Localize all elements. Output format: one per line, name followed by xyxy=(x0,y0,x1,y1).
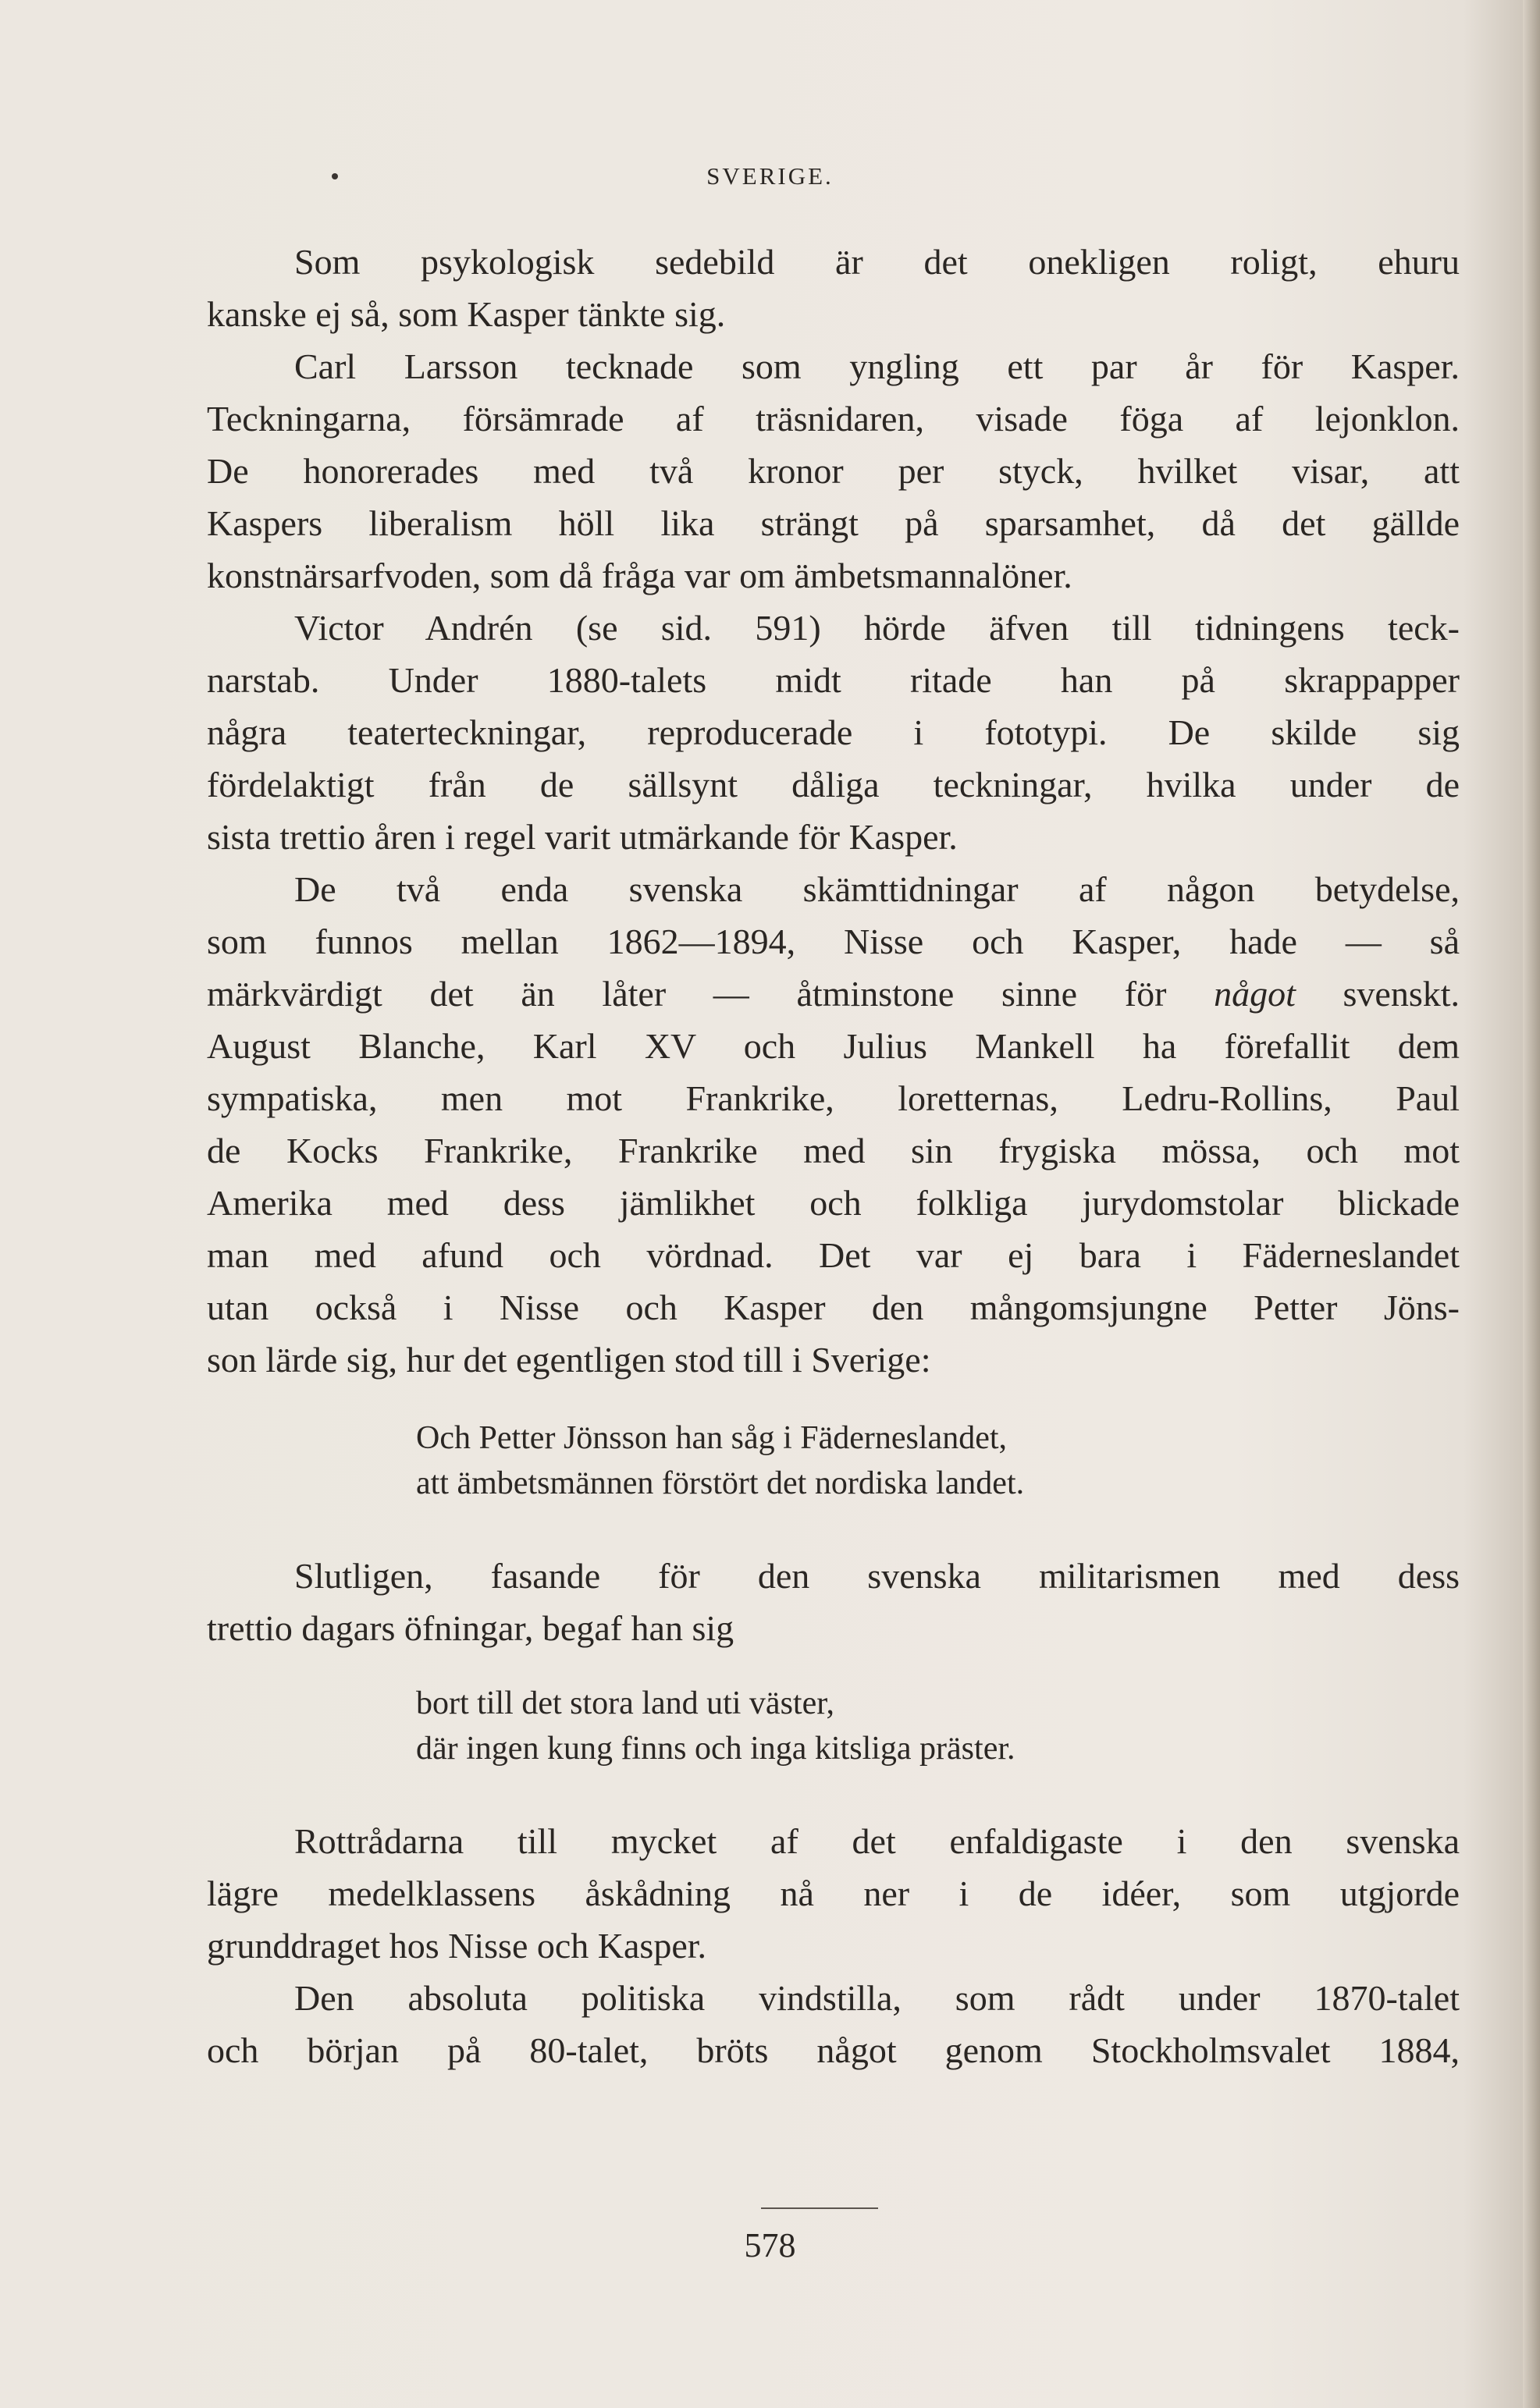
text-line: lägre medelklassens åskådning nå ner i de idéer, som utgjorde xyxy=(207,1873,1460,1913)
text-line: Den absoluta politiska vindstilla, som rådt under 1870-talet xyxy=(294,1978,1460,2018)
text-line: några teaterteckningar, reproducerade i fototypi. De skilde sig xyxy=(207,712,1460,752)
text-block-1 xyxy=(207,236,1460,1386)
text-line: kanske ej så, som Kasper tänkte sig. xyxy=(207,294,726,334)
italic-emphasis: något xyxy=(1214,974,1296,1014)
text-line: sympatiska, men mot Frankrike, loretternas, Ledru-Rollins, Paul xyxy=(207,1078,1460,1118)
verse-line: bort till det stora land uti väster, xyxy=(416,1685,835,1721)
text-line: August Blanche, Karl XV och Julius Mankell ha förefallit dem xyxy=(207,1026,1460,1066)
text-line: De honorerades med två kronor per styck, hvilket visar, att xyxy=(207,451,1460,491)
verse-quote-1 xyxy=(416,1415,1460,1506)
verse-line: Och Petter Jönsson han såg i Fäderneslandet, xyxy=(416,1420,1008,1456)
text-line: Teckningarna, försämrade af träsnidaren, visade föga af lejonklon. xyxy=(207,399,1460,439)
text-line: sista trettio åren i regel varit utmärkande för Kasper. xyxy=(207,817,958,857)
text-block-3 xyxy=(207,1815,1460,2076)
text-line: Slutligen, fasande för den svenska militarismen med dess xyxy=(294,1556,1460,1596)
text-line: De två enda svenska skämttidningar af någon betydelse, xyxy=(294,869,1460,909)
verse-line: där ingen kung finns och inga kitsliga präster. xyxy=(416,1731,1015,1767)
text-line: son lärde sig, hur det egentligen stod till i Sverige: xyxy=(207,1340,931,1380)
page-number: 578 xyxy=(744,2226,796,2264)
body-text xyxy=(207,236,1460,2076)
text-line: man med afund och vördnad. Det var ej bara i Fäderneslandet xyxy=(207,1235,1460,1275)
text-line: konstnärsarfvoden, som då fråga var om ämbetsmannalöner. xyxy=(207,556,1072,595)
text-segment: svenskt. xyxy=(1295,974,1460,1014)
text-line: utan också i Nisse och Kasper den mångomsjungne Petter Jöns- xyxy=(207,1287,1460,1327)
text-line: Amerika med dess jämlikhet och folkliga jurydomstolar blickade xyxy=(207,1183,1460,1223)
page-number-rule xyxy=(761,2207,878,2209)
text-line: Carl Larsson tecknade som yngling ett par år för Kasper. xyxy=(294,346,1460,386)
text-line: fördelaktigt från de sällsynt dåliga teckningar, hvilka under de xyxy=(207,765,1460,804)
verse-quote-2 xyxy=(416,1681,1460,1771)
text-line: Som psykologisk sedebild är det onekligen roligt, ehuru xyxy=(294,242,1460,282)
text-line: Rottrådarna till mycket af det enfaldigaste i den svenska xyxy=(294,1821,1460,1861)
text-segment: märkvärdigt det än låter — åtminstone sinne för xyxy=(207,974,1215,1014)
text-line: grunddraget hos Nisse och Kasper. xyxy=(207,1926,707,1966)
text-line: de Kocks Frankrike, Frankrike med sin frygiska mössa, och mot xyxy=(207,1131,1460,1170)
text-line xyxy=(207,968,1460,1020)
text-line: narstab. Under 1880-talets midt ritade han på skrappapper xyxy=(207,660,1460,700)
text-line: Victor Andrén (se sid. 591) hörde äfven till tidningens teck- xyxy=(294,608,1460,648)
text-line: som funnos mellan 1862—1894, Nisse och Kasper, hade — så xyxy=(207,922,1460,961)
text-line: och början på 80-talet, bröts något genom Stockholmsvalet 1884, xyxy=(207,2030,1460,2070)
verse-line: att ämbetsmännen förstört det nordiska landet. xyxy=(416,1465,1025,1501)
text-line: trettio dagars öfningar, begaf han sig xyxy=(207,1608,734,1648)
text-block-2 xyxy=(207,1550,1460,1654)
page-edge xyxy=(1523,0,1540,2408)
running-head: SVERIGE. xyxy=(706,162,834,190)
text-line: Kaspers liberalism höll lika strängt på sparsamhet, då det gällde xyxy=(207,503,1460,543)
